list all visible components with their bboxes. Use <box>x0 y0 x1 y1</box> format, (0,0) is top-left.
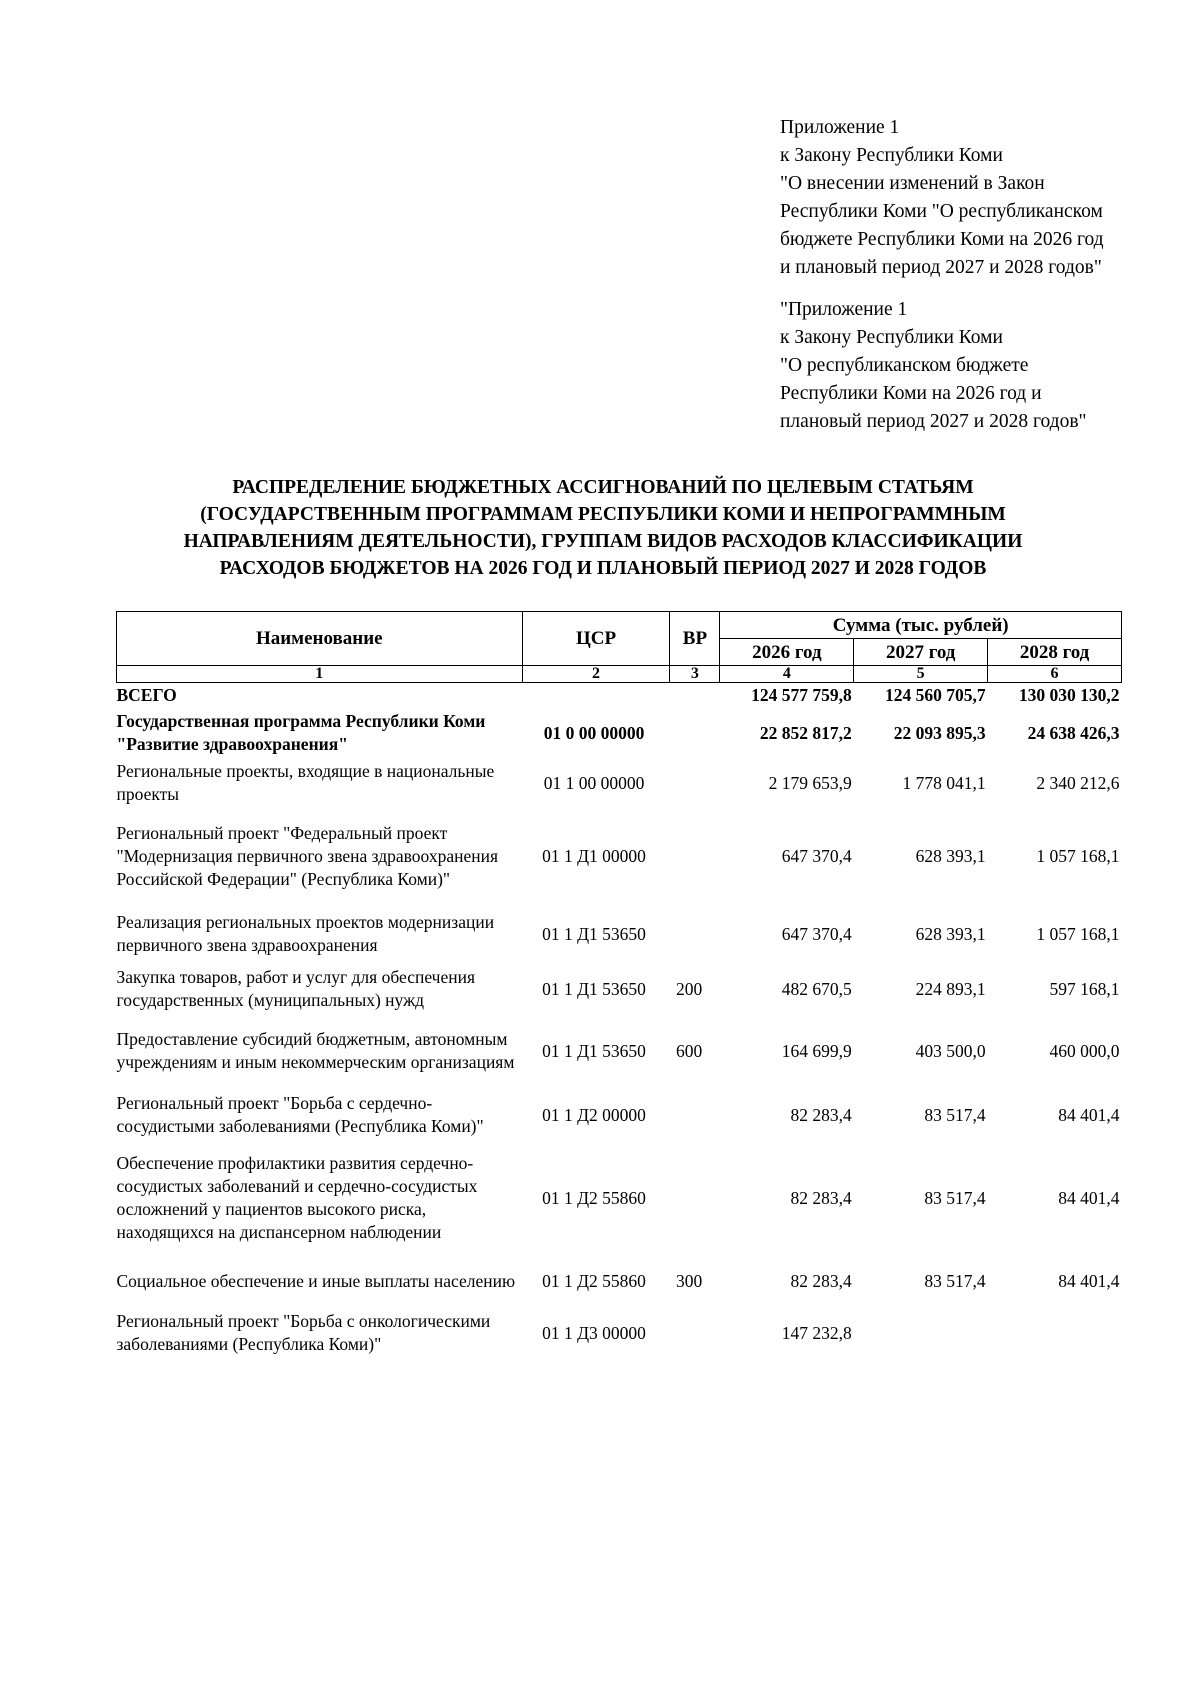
row-value-2028: 84 401,4 <box>1058 1270 1120 1291</box>
row-vr: 300 <box>675 1270 703 1291</box>
row-value-2026: 82 283,4 <box>790 1270 852 1291</box>
row-value-2026: 82 283,4 <box>790 1187 852 1208</box>
row-name: Региональный проект "Борьба с сердечно-сосудистыми заболеваниями (Республика Коми)" <box>116 1093 484 1136</box>
row-csr: 01 1 Д1 53650 <box>542 923 646 944</box>
column-number: 1 <box>117 666 523 683</box>
row-name: Реализация региональных проектов модернизации первичного звена здравоохранения <box>116 912 495 955</box>
row-value-2026: 124 577 759,8 <box>751 685 852 705</box>
appendix-line: "О внесении изменений в Закон <box>780 173 1045 194</box>
row-csr: 01 1 Д3 00000 <box>542 1322 646 1343</box>
title-line: РАСХОДОВ БЮДЖЕТОВ НА 2026 ГОД И ПЛАНОВЫЙ ПЕРИОД 2027 И 2028 ГОДОВ <box>219 558 987 579</box>
row-value-2026: 647 370,4 <box>781 923 852 944</box>
table-row <box>117 1014 1122 1088</box>
row-value-2026: 22 852 817,2 <box>759 722 852 743</box>
title-line: (ГОСУДАРСТВЕННЫМ ПРОГРАММАМ РЕСПУБЛИКИ КОМИ И НЕПРОГРАММНЫМ <box>200 504 1006 525</box>
column-number: 6 <box>988 666 1122 683</box>
appendix-line: плановый период 2027 и 2028 годов" <box>780 411 1087 432</box>
row-name: Государственная программа Республики Коми "Развитие здравоохранения" <box>116 711 486 754</box>
table-row <box>117 1308 1122 1358</box>
table-row <box>117 1088 1122 1142</box>
table-row <box>117 683 1122 709</box>
column-number: 2 <box>522 666 670 683</box>
document-title <box>110 474 1096 582</box>
row-value-2028: 130 030 130,2 <box>1018 685 1120 705</box>
header-sum: Сумма (тыс. рублей) <box>720 612 1122 639</box>
row-value-2028: 1 057 168,1 <box>1036 923 1120 944</box>
appendix-line: "О республиканском бюджете <box>780 355 1029 376</box>
row-vr <box>670 1142 720 1254</box>
row-value-2027: 124 560 705,7 <box>884 685 986 705</box>
row-vr <box>670 904 720 964</box>
row-vr <box>670 758 720 808</box>
header-name: Наименование <box>117 612 523 666</box>
title-line: НАПРАВЛЕНИЯМ ДЕЯТЕЛЬНОСТИ), ГРУППАМ ВИДОВ РАСХОДОВ КЛАССИФИКАЦИИ <box>183 531 1023 552</box>
row-vr <box>670 808 720 904</box>
appendix-line: Республики Коми "О республиканском <box>780 201 1103 222</box>
row-csr: 01 1 Д2 00000 <box>542 1104 646 1125</box>
row-value-2028: 1 057 168,1 <box>1036 845 1120 866</box>
table-row <box>117 708 1122 758</box>
row-csr: 01 1 00 00000 <box>543 772 645 793</box>
row-value-2027: 83 517,4 <box>924 1104 986 1125</box>
row-value-2028: 24 638 426,3 <box>1027 722 1120 743</box>
row-name: Региональный проект "Борьба с онкологическими заболеваниями (Республика Коми)" <box>116 1311 491 1354</box>
row-vr <box>670 1088 720 1142</box>
row-csr: 01 1 Д1 00000 <box>542 845 646 866</box>
appendix-line: бюджете Республики Коми на 2026 год <box>780 229 1104 250</box>
row-value-2027: 83 517,4 <box>924 1270 986 1291</box>
table-row <box>117 964 1122 1014</box>
row-value-2026: 164 699,9 <box>781 1040 852 1061</box>
appendix-line: Приложение 1 <box>780 117 900 138</box>
row-value-2026: 147 232,8 <box>781 1322 852 1343</box>
row-vr <box>670 1308 720 1358</box>
table-row <box>117 904 1122 964</box>
row-vr: 200 <box>675 978 703 999</box>
header-2026: 2026 год <box>720 639 854 666</box>
row-value-2027 <box>854 1308 988 1358</box>
row-value-2028: 460 000,0 <box>1049 1040 1120 1061</box>
row-value-2027: 224 893,1 <box>915 978 986 999</box>
row-name: Региональные проекты, входящие в национальные проекты <box>116 761 495 804</box>
row-value-2026: 82 283,4 <box>790 1104 852 1125</box>
title-line: РАСПРЕДЕЛЕНИЕ БЮДЖЕТНЫХ АССИГНОВАНИЙ ПО ЦЕЛЕВЫМ СТАТЬЯМ <box>232 477 974 498</box>
row-value-2028: 84 401,4 <box>1058 1187 1120 1208</box>
header-csr: ЦСР <box>522 612 670 666</box>
row-value-2028 <box>988 1308 1122 1358</box>
row-csr: 01 0 00 00000 <box>543 722 645 743</box>
appendix-line: и плановый период 2027 и 2028 годов" <box>780 257 1102 278</box>
row-csr: 01 1 Д1 53650 <box>542 978 646 999</box>
row-value-2027: 628 393,1 <box>915 923 986 944</box>
row-vr <box>670 708 720 758</box>
column-number: 4 <box>720 666 854 683</box>
row-value-2027: 83 517,4 <box>924 1187 986 1208</box>
row-value-2026: 482 670,5 <box>781 978 852 999</box>
row-value-2027: 1 778 041,1 <box>902 772 986 793</box>
row-csr <box>522 683 670 709</box>
table-row <box>117 1142 1122 1254</box>
column-number: 3 <box>670 666 720 683</box>
appendix-line: Республики Коми на 2026 год и <box>780 383 1042 404</box>
row-name: Социальное обеспечение и иные выплаты населению <box>116 1270 516 1291</box>
header-vr: ВР <box>670 612 720 666</box>
header-2027: 2027 год <box>854 639 988 666</box>
row-vr <box>670 683 720 709</box>
appendix-line: к Закону Республики Коми <box>780 145 1003 166</box>
header-2028: 2028 год <box>988 639 1122 666</box>
row-name: Обеспечение профилактики развития сердечно-сосудистых заболеваний и сердечно-сосудистых осложнений у пациентов высокого риска, находящихся на диспансерном наблюдении <box>116 1153 478 1242</box>
row-csr: 01 1 Д1 53650 <box>542 1040 646 1061</box>
row-value-2027: 403 500,0 <box>915 1040 986 1061</box>
appendix-line: к Закону Республики Коми <box>780 327 1003 348</box>
row-name: Предоставление субсидий бюджетным, автономным учреждениям и иным некоммерческим организациям <box>116 1029 515 1072</box>
row-value-2028: 597 168,1 <box>1049 978 1120 999</box>
row-csr: 01 1 Д2 55860 <box>542 1270 646 1291</box>
row-value-2026: 647 370,4 <box>781 845 852 866</box>
table-row <box>117 1254 1122 1308</box>
column-number: 5 <box>854 666 988 683</box>
row-value-2028: 84 401,4 <box>1058 1104 1120 1125</box>
table-row <box>117 808 1122 904</box>
row-name: Региональный проект "Федеральный проект "Модернизация первичного звена здравоохранения Российской Федерации" (Республика Коми)" <box>116 822 499 889</box>
row-value-2026: 2 179 653,9 <box>768 772 852 793</box>
row-vr: 600 <box>675 1040 703 1061</box>
row-value-2027: 22 093 895,3 <box>893 722 986 743</box>
table-row <box>117 758 1122 808</box>
row-csr: 01 1 Д2 55860 <box>542 1187 646 1208</box>
budget-table <box>116 611 1122 1358</box>
row-name: ВСЕГО <box>116 685 177 705</box>
row-value-2028: 2 340 212,6 <box>1036 772 1120 793</box>
row-value-2027: 628 393,1 <box>915 845 986 866</box>
appendix-line: "Приложение 1 <box>780 299 908 320</box>
appendix-note <box>780 114 1180 436</box>
row-name: Закупка товаров, работ и услуг для обеспечения государственных (муниципальных) нужд <box>116 967 476 1010</box>
